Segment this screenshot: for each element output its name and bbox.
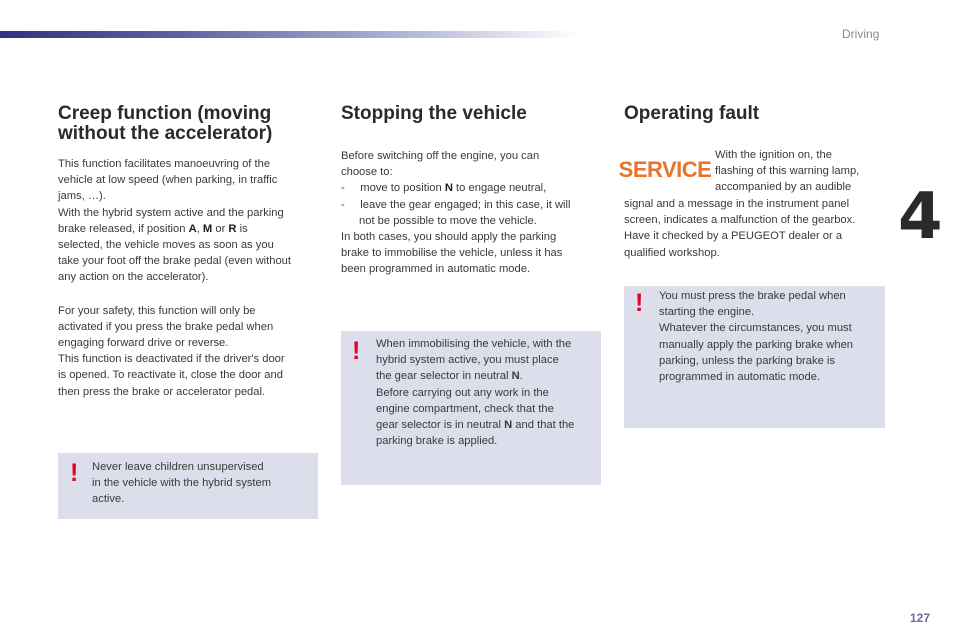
warning-icon: ! [70,459,79,487]
position-a: A [188,222,197,235]
stopping-title: Stopping the vehicle [341,103,527,124]
position-n: N [504,419,513,432]
fault-warning-box [624,286,885,428]
creep-warning-text [92,459,312,508]
text-line: hybrid system active, you must place [376,354,559,367]
position-n: N [444,182,453,195]
list-item: - leave the gear engaged; in this case, it will not be possible to move the vehicle. [341,198,571,227]
warning-icon: ! [635,289,644,317]
text-line: been programmed in automatic mode. [341,263,531,276]
creep-warning-box [58,453,318,519]
header-gradient-bar [0,31,580,38]
page-number: 127 [910,611,931,625]
text-line: not be possible to move the vehicle. [359,214,537,227]
stopping-paragraph [341,148,603,278]
fault-title: Operating fault [624,103,760,124]
text-line: selected, the vehicle moves as soon as you [58,239,274,252]
creep-title [58,104,320,144]
text-line: When immobilising the vehicle, with the [376,338,572,350]
text-line: qualified workshop. [624,246,720,259]
position-r: R [228,222,237,235]
creep-section [58,104,320,400]
text-line: vehicle at low speed (when parking, in traffic [58,174,278,187]
text-line: engine compartment, check that the [376,402,554,415]
section-title: Driving [842,27,880,41]
text-line: jams, …). [58,190,106,203]
text-line: in the vehicle with the hybrid system [92,477,272,490]
text-line: Have it checked by a PEUGEOT dealer or a [624,230,843,243]
text-line: manually apply the parking brake when [659,338,854,351]
text-line: any action on the accelerator). [58,271,209,284]
text-line: flashing of this warning lamp, [715,165,860,178]
text-line: screen, indicates a malfunction of the gearbox. [624,214,856,227]
text-line: Never leave children unsupervised [92,461,264,473]
text-line: parking, unless the parking brake is [659,354,835,367]
position-m: M [202,222,213,235]
text-line: accompanied by an audible [715,181,852,194]
text-line: This function facilitates manoeuvring of the [58,158,271,170]
text-line: active. [92,493,125,506]
creep-title-line1: Creep function (moving [58,103,272,124]
text-line: programmed in automatic mode. [659,371,821,384]
chapter-number: 4 [898,180,943,254]
text-line: In both cases, you should apply the parking [341,231,557,244]
text-line: is opened. To reactivate it, close the door and [58,369,283,382]
list-item: - move to position N to engage neutral, [341,182,547,195]
service-icon [618,155,712,183]
text-line: take your foot off the brake pedal (even without [58,255,292,268]
text-line: With the ignition on, the [715,149,832,161]
text-fragment: is [236,222,248,235]
position-n: N [511,370,520,383]
text-fragment: move to position [360,182,445,195]
text-line: engaging forward drive or reverse. [58,337,229,350]
text-line: Before switching off the engine, you can [341,150,540,162]
text-line: Whatever the circumstances, you must [659,322,852,335]
text-line: brake to immobilise the vehicle, unless it has [341,247,563,260]
stopping-warning-text [376,336,600,449]
creep-title-line2: without the accelerator) [58,123,273,144]
text-line: activated if you press the brake pedal when [58,320,274,333]
warning-icon: ! [352,337,361,365]
creep-paragraph-2 [58,303,320,400]
text-line: choose to: [341,166,393,179]
text-line: With the hybrid system active and the parking [58,206,284,219]
text-fragment: to engage neutral, [452,182,547,195]
text-fragment: or [212,222,229,235]
text-line: leave the gear engaged; in this case, it will [360,198,571,211]
fault-paragraph-1 [715,147,885,196]
text-line: You must press the brake pedal when [659,290,846,302]
text-line: parking brake is applied. [376,435,498,448]
text-fragment: and that the [512,419,575,432]
fault-paragraph-2 [624,196,894,261]
text-line: For your safety, this function will only be [58,304,256,317]
fault-warning-text [659,288,881,385]
text-line: This function is deactivated if the driver's door [58,353,285,366]
stopping-section [341,104,603,278]
text-fragment: gear selector is in neutral [376,419,505,432]
text-fragment: , [196,222,203,235]
text-line: then press the brake or accelerator pedal. [58,385,266,398]
fault-section [624,104,886,124]
text-line: signal and a message in the instrument panel [624,198,850,210]
text-line: brake released, if position [58,222,189,235]
text-line: starting the engine. [659,306,755,319]
creep-paragraph-1 [58,156,320,286]
text-fragment: the gear selector in neutral [376,370,512,383]
stopping-warning-box [341,331,601,485]
service-logo-text: SERVICE [618,157,712,182]
text-line: Before carrying out any work in the [376,386,549,399]
text-fragment: . [519,370,523,383]
